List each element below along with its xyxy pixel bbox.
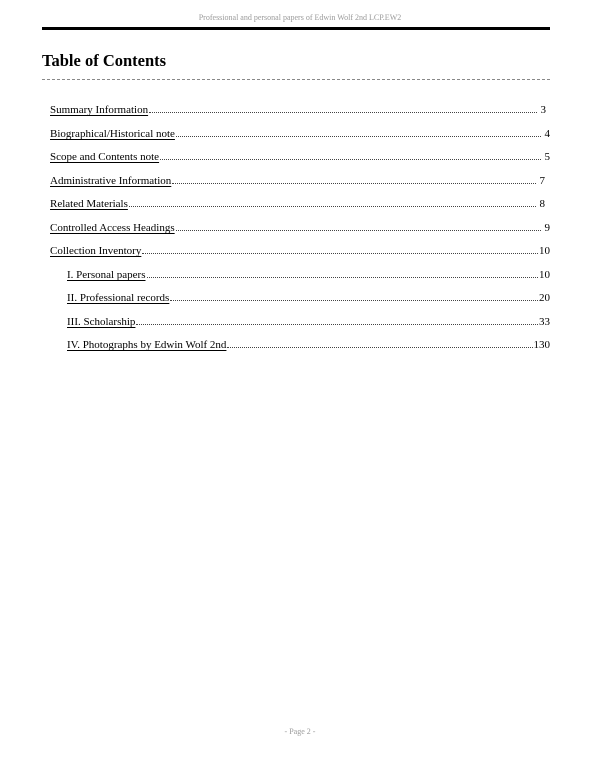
dot-leader xyxy=(170,291,538,301)
toc-link[interactable]: Administrative Information xyxy=(50,175,172,187)
toc-link[interactable]: Related Materials xyxy=(50,198,128,210)
dot-leader xyxy=(129,197,536,207)
toc-link[interactable]: Collection Inventory xyxy=(50,245,142,257)
toc-entry-related-materials[interactable] xyxy=(50,197,545,211)
toc-link[interactable]: Biographical/Historical note xyxy=(50,128,175,140)
page-title: Table of Contents xyxy=(42,51,167,70)
dot-leader xyxy=(149,103,537,113)
toc-entry-scope-and-contents-note[interactable] xyxy=(50,150,550,164)
toc-page-number: 4 xyxy=(544,128,550,140)
dot-leader xyxy=(136,315,538,325)
title-divider xyxy=(42,79,550,80)
toc-page-number: 7 xyxy=(539,175,545,187)
toc-entry-summary-information[interactable] xyxy=(50,103,546,117)
toc-entry-personal-papers[interactable] xyxy=(67,268,550,282)
toc-entry-administrative-information[interactable] xyxy=(50,174,545,188)
toc-entry-scholarship[interactable] xyxy=(67,315,550,329)
dot-leader xyxy=(172,174,536,184)
toc-link[interactable]: Controlled Access Headings xyxy=(50,222,175,234)
toc-link[interactable]: I. Personal papers xyxy=(67,269,146,281)
toc-link[interactable]: III. Scholarship xyxy=(67,316,136,328)
dot-leader xyxy=(176,221,541,231)
dot-leader xyxy=(142,244,538,254)
toc-page-number: 9 xyxy=(544,222,550,234)
toc-page-number: 10 xyxy=(539,269,550,281)
dot-leader xyxy=(176,127,541,137)
toc-link[interactable]: Scope and Contents note xyxy=(50,151,160,163)
toc-page-number: 8 xyxy=(539,198,545,210)
toc-link[interactable]: Summary Information xyxy=(50,104,149,116)
toc-entry-photographs-by-edwin-wolf-2nd[interactable] xyxy=(67,338,550,352)
toc-page-number: 20 xyxy=(539,292,550,304)
toc-entry-controlled-access-headings[interactable] xyxy=(50,221,550,235)
toc-entry-professional-records[interactable] xyxy=(67,291,550,305)
running-header: Professional and personal papers of Edwin Wolf 2nd LCP.EW2 xyxy=(198,13,402,22)
toc-link[interactable]: IV. Photographs by Edwin Wolf 2nd xyxy=(67,339,227,351)
toc-link[interactable]: II. Professional records xyxy=(67,292,170,304)
dot-leader xyxy=(147,268,538,278)
toc-entry-collection-inventory[interactable] xyxy=(50,244,550,258)
dot-leader xyxy=(227,338,532,348)
page-footer: - Page 2 - xyxy=(284,727,316,736)
toc-page-number: 33 xyxy=(539,316,550,328)
header-rule xyxy=(42,27,550,30)
dot-leader xyxy=(160,150,541,160)
toc-page-number: 10 xyxy=(539,245,550,257)
toc-page-number: 3 xyxy=(540,104,546,116)
toc-page-number: 5 xyxy=(544,151,550,163)
toc-entry-biographical-historical-note[interactable] xyxy=(50,127,550,141)
toc-page-number: 130 xyxy=(533,339,550,351)
